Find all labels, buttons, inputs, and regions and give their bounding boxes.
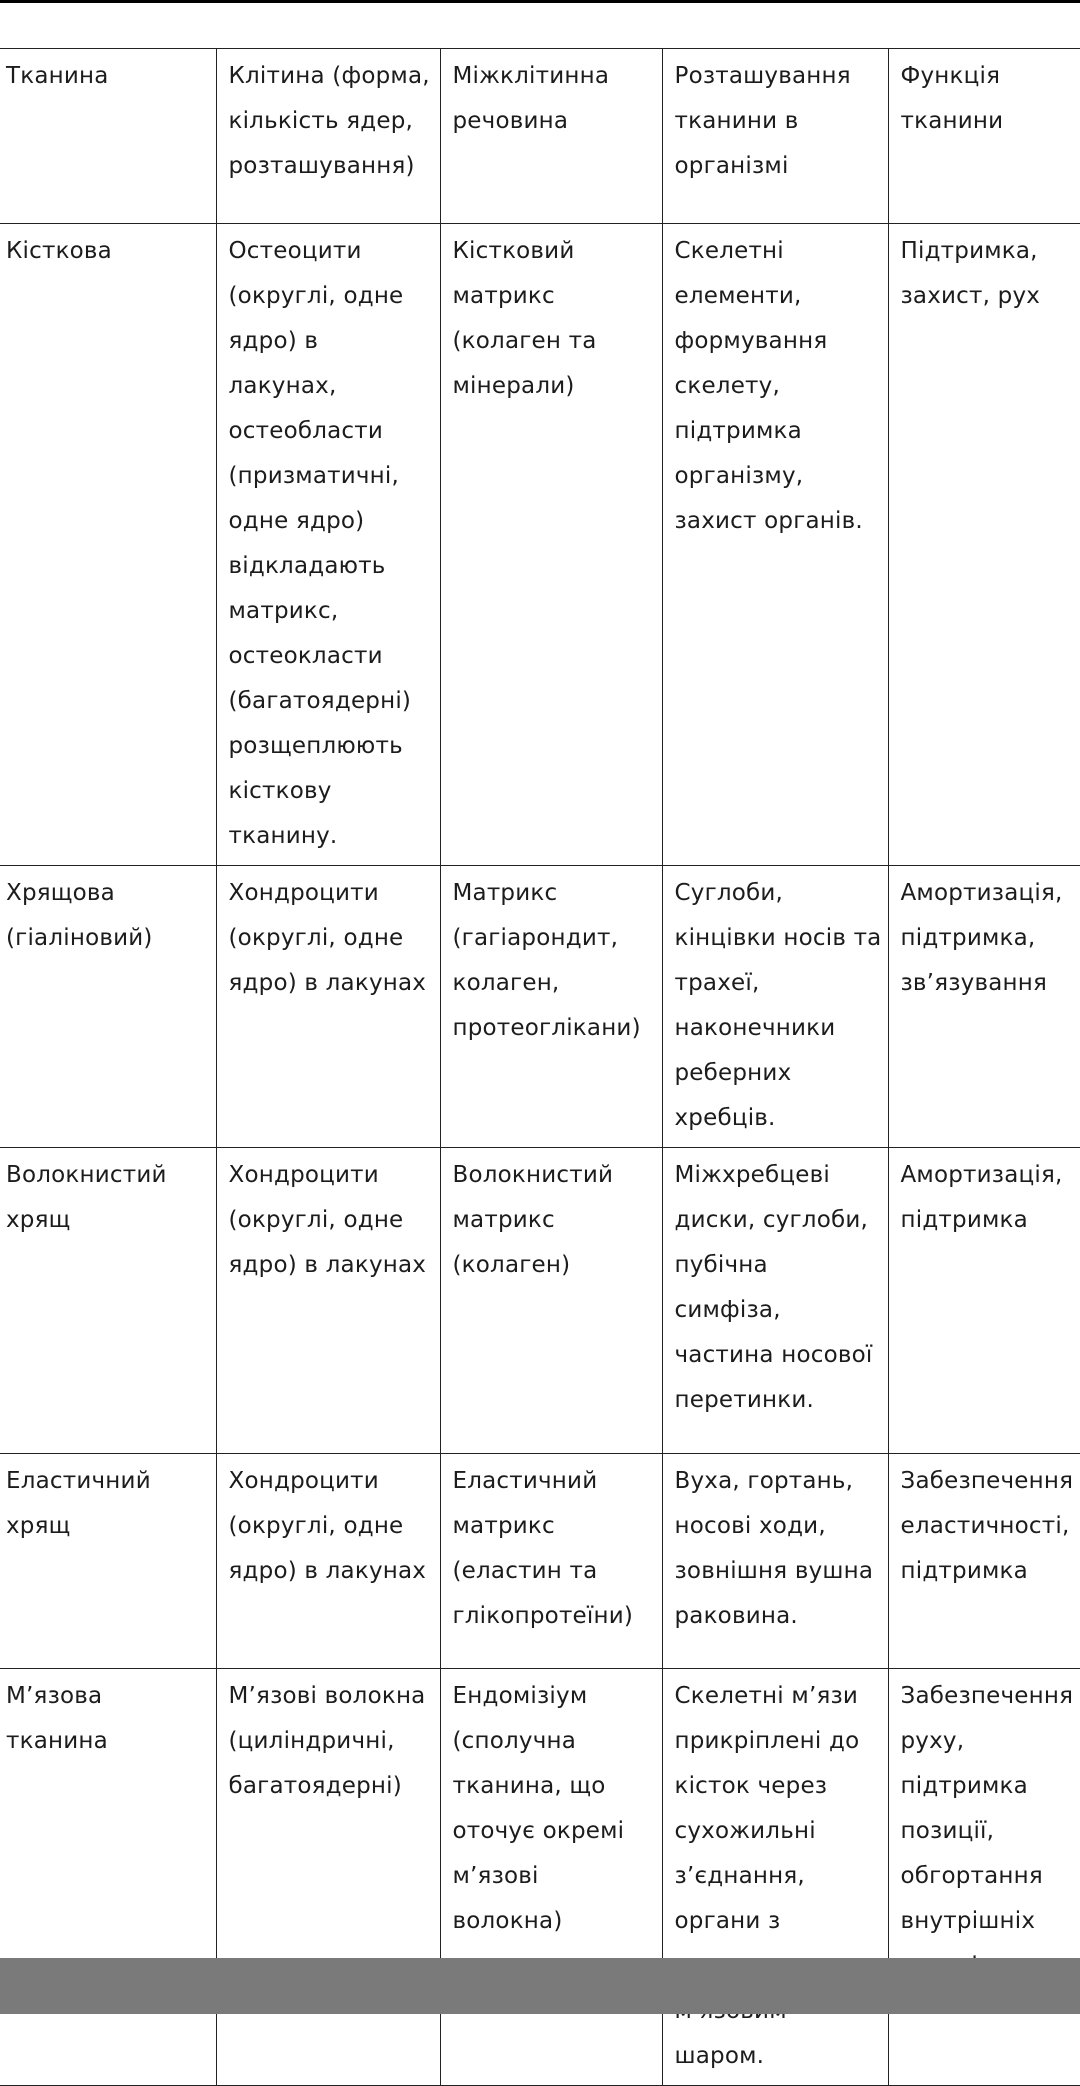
table-cell: Підтримка, захист, рух: [888, 224, 1080, 866]
header-cell: Розташування тканини в організмі: [662, 49, 888, 224]
table-cell: Кісткова: [0, 224, 216, 866]
bottom-toolbar-strip: [0, 1958, 1080, 2014]
table-cell: Хондроцити (округлі, одне ядро) в лакунах: [216, 1148, 440, 1454]
header-cell: Функція тканини: [888, 49, 1080, 224]
top-edge-bar: [0, 0, 1080, 3]
table-cell: Волокнистий хрящ: [0, 1148, 216, 1454]
table-cell: Кістковий матрикс (колаген та мінерали): [440, 224, 662, 866]
table-cell: Скелетні м’язи прикріплені до кісток через сухожильні з’єднання, органи з шаром.: [662, 1669, 888, 2086]
table-cell: Остеоцити (округлі, одне ядро) в лакунах, остеобласти (призматичні, одне ядро) відкладають матрикс, остеокласти (багатоядерні) розщеплюють кісткову тканину.: [216, 224, 440, 866]
table-cell: Хондроцити (округлі, одне ядро) в лакунах: [216, 866, 440, 1148]
header-cell: Міжклітинна речовина: [440, 49, 662, 224]
table-row: [0, 1148, 1080, 1454]
table-cell: Матрикс (гагіарондит, колаген, протеоглікани): [440, 866, 662, 1148]
table-cell: Хрящова (гіаліновий): [0, 866, 216, 1148]
table-cell: Ендомізіум (сполучна тканина, що оточує окремі м’язові волокна): [440, 1669, 662, 2086]
table-row: [0, 224, 1080, 866]
table-cell: Амортизація, підтримка, зв’язування: [888, 866, 1080, 1148]
table-cell: Хондроцити (округлі, одне ядро) в лакунах: [216, 1454, 440, 1669]
tissue-table: [0, 48, 1080, 2086]
table-cell: Еластичний хрящ: [0, 1454, 216, 1669]
table-cell: Забезпечення руху, підтримка позиції, обгортання внутрішніх: [888, 1669, 1080, 2086]
table-cell: Еластичний матрикс (еластин та глікопротеїни): [440, 1454, 662, 1669]
table-cell: Скелетні елементи, формування скелету, підтримка організму, захист органів.: [662, 224, 888, 866]
table-cell: Суглоби, кінцівки носів та трахеї, наконечники реберних хребців.: [662, 866, 888, 1148]
table-row: [0, 866, 1080, 1148]
table-row: [0, 1454, 1080, 1669]
header-cell: Клітина (форма, кількість ядер, розташування): [216, 49, 440, 224]
table-cell: Забезпечення еластичності, підтримка: [888, 1454, 1080, 1669]
header-cell: Тканина: [0, 49, 216, 224]
table-cell: Волокнистий матрикс (колаген): [440, 1148, 662, 1454]
table-header-row: [0, 49, 1080, 224]
table-cell: М’язова тканина: [0, 1669, 216, 2086]
table-cell: Вуха, гортань, носові ходи, зовнішня вушна раковина.: [662, 1454, 888, 1669]
table-row: [0, 1669, 1080, 2086]
table-cell: Міжхребцеві диски, суглоби, пубічна симфіза, частина носової перетинки.: [662, 1148, 888, 1454]
document-page: [0, 48, 1080, 2069]
table-cell: М’язові волокна (циліндричні, багатоядерні): [216, 1669, 440, 2086]
table-cell: Амортизація, підтримка: [888, 1148, 1080, 1454]
